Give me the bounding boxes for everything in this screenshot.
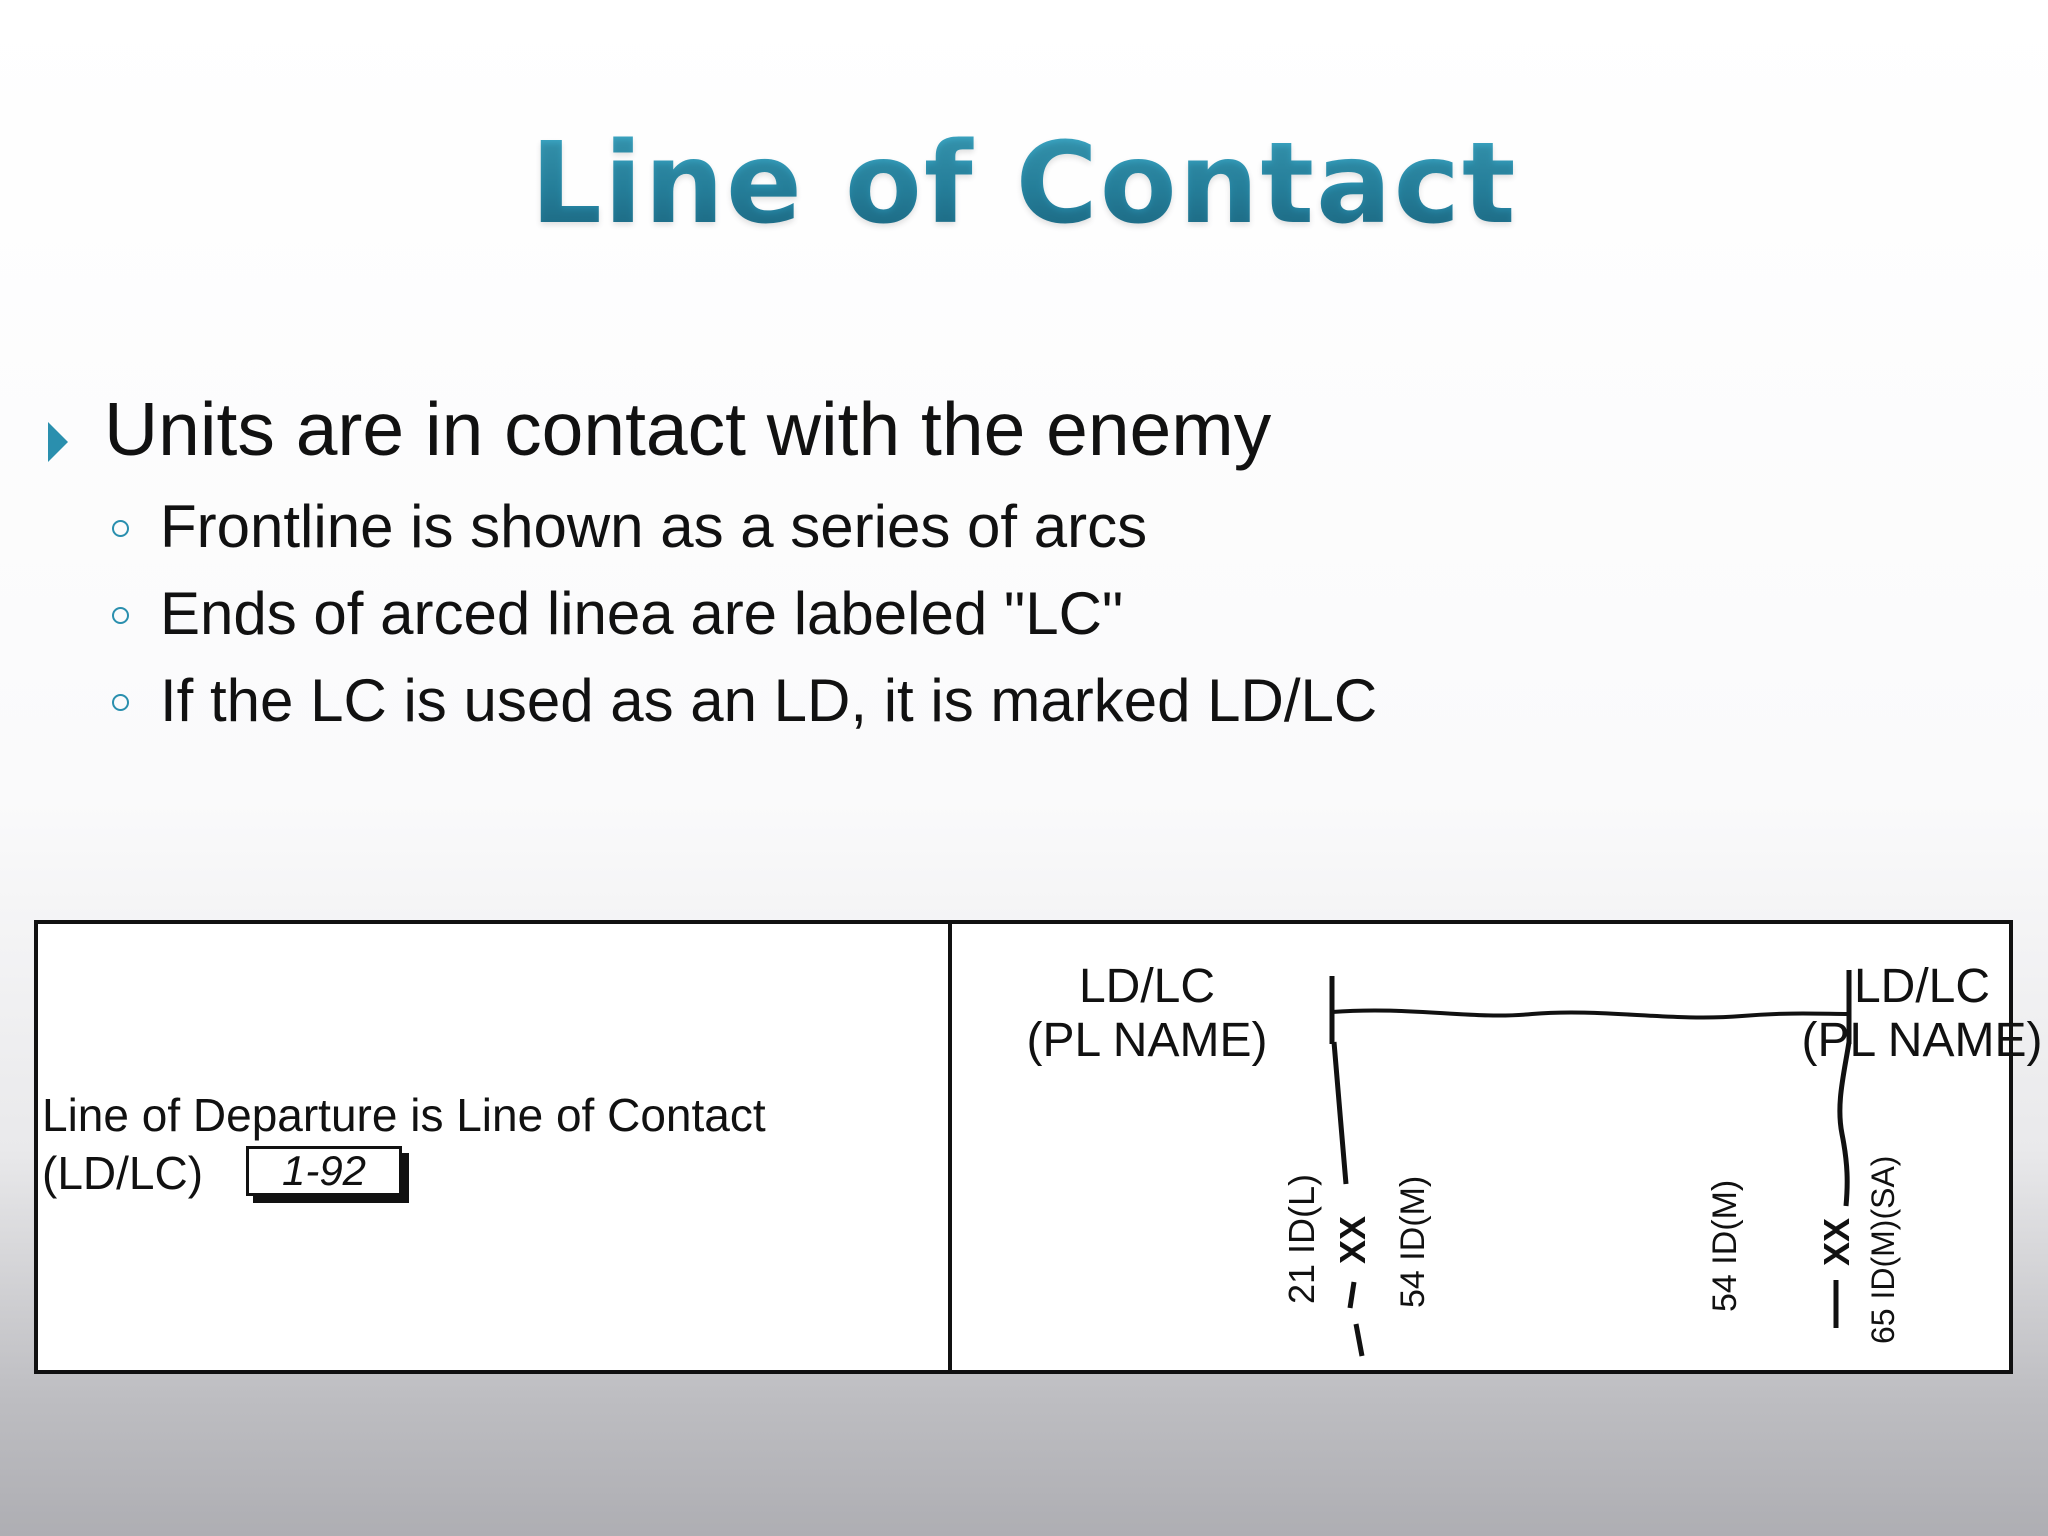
left-label-top: LD/LC xyxy=(1078,960,1216,1013)
triangle-bullet-icon xyxy=(48,422,68,462)
symbol-figure xyxy=(34,920,2043,1374)
right-boundary-unit-left: 54 ID(M) xyxy=(1706,1179,1744,1312)
right-label-top: LD/LC xyxy=(1853,960,1991,1013)
description-line-2: (LD/LC) xyxy=(42,1147,204,1199)
circle-bullet-icon xyxy=(112,520,129,537)
slide-title: Line of Contact xyxy=(0,128,2048,240)
phase-line xyxy=(1332,1010,1849,1017)
left-boundary-dash xyxy=(1350,1282,1354,1308)
left-boundary-dash xyxy=(1356,1324,1362,1356)
symbol-description xyxy=(42,1086,766,1202)
right-label-bottom: (PL NAME) xyxy=(1801,1014,2043,1067)
left-boundary-unit-right: 54 ID(M) xyxy=(1394,1175,1432,1308)
left-label-bottom: (PL NAME) xyxy=(1026,1014,1268,1067)
sub-bullet-2: Ends of arced linea are labeled "LC" xyxy=(160,580,1124,647)
left-boundary-line xyxy=(1334,1042,1346,1184)
right-boundary-unit-right: 65 ID(M)(SA) xyxy=(1865,1155,1901,1344)
left-boundary-unit-left: 21 ID(L) xyxy=(1281,1173,1322,1304)
reference-tag: 1-92 xyxy=(246,1146,402,1196)
circle-bullet-icon xyxy=(112,607,129,624)
ld-lc-diagram xyxy=(952,924,2043,1370)
circle-bullet-icon xyxy=(112,694,129,711)
sub-bullet-3: If the LC is used as an LD, it is marked LD/LC xyxy=(160,667,1378,734)
description-line-1: Line of Departure is Line of Contact xyxy=(42,1089,766,1141)
right-boundary-echelon: XX xyxy=(1816,1217,1857,1266)
sub-bullet-1: Frontline is shown as a series of arcs xyxy=(160,493,1148,560)
bullet-main: Units are in contact with the enemy xyxy=(104,387,1272,471)
left-boundary-echelon: XX xyxy=(1332,1215,1373,1264)
